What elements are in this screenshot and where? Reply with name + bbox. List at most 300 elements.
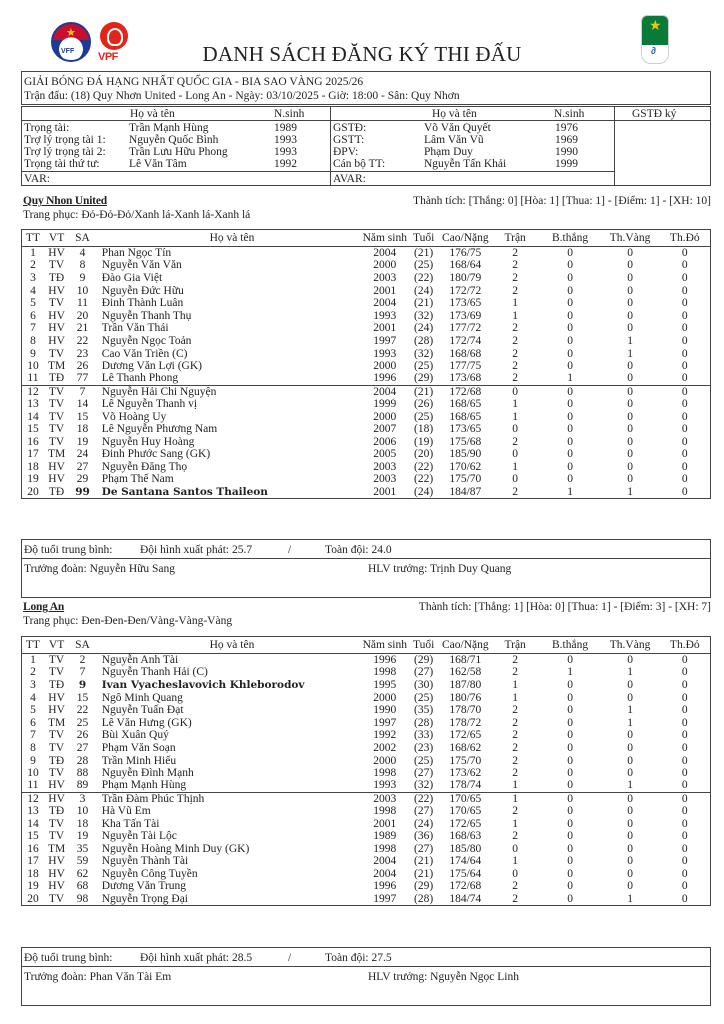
yellow-cards-cell: 0 [627,654,633,667]
age-cell: (21) [414,247,434,260]
shirt-number-cell: 68 [76,880,89,893]
age-cell: (32) [414,309,434,322]
matches-cell: 2 [512,435,519,448]
shirt-number-cell: 23 [76,347,89,360]
height-weight-cell: 172/65 [449,729,482,742]
official-role: Trọng tài thứ tư: [24,158,100,170]
age-cell: (23) [414,741,434,754]
height-weight-cell: 170/62 [449,460,482,473]
birth-year-cell: 1996 [373,654,397,667]
yellow-cards-cell: 1 [627,334,633,347]
red-cards-cell: 0 [681,754,688,767]
col-header-shirt: SA [69,637,95,654]
var-label: VAR: [24,173,50,185]
official-role: Trọng tài: [24,122,70,134]
goals-cell: 0 [567,804,573,817]
age-cell: (21) [414,297,434,310]
height-weight-cell: 175/68 [449,435,482,448]
shirt-number-cell: 24 [76,448,89,461]
shirt-number-cell: 19 [76,435,89,448]
officials-name-header: Họ và tên [130,108,175,120]
height-weight-cell: 168/65 [449,410,482,423]
number-cell: 15 [27,423,39,436]
shirt-number-cell: 19 [76,830,89,843]
player-name-cell: Nguyễn Đức Hữu [101,284,184,297]
competition-name: GIẢI BÓNG ĐÁ HẠNG NHẤT QUỐC GIA - BIA SAO VÀNG 2025/26 [24,76,364,88]
age-cell: (25) [414,259,434,272]
position-cell: TV [48,892,65,905]
red-cards-cell: 0 [681,666,688,679]
shirt-number-cell: 18 [76,423,89,436]
yellow-cards-cell: 1 [627,666,633,679]
position-cell: TV [48,397,65,410]
shirt-number-cell: 59 [76,855,89,868]
goals-cell: 0 [567,309,573,322]
matches-cell: 2 [512,666,519,679]
red-cards-cell: 0 [681,678,688,691]
yellow-cards-cell: 0 [627,767,633,780]
player-name-cell: Nguyễn Trọng Đại [101,892,188,905]
height-weight-cell: 168/64 [449,259,482,272]
player-name-cell: Cao Văn Triền (C) [101,347,188,360]
goals-cell: 0 [567,767,573,780]
birth-year-cell: 2006 [373,435,397,448]
number-cell: 4 [30,284,36,297]
position-cell: TM [47,360,66,373]
player-name-cell: Nguyễn Đình Mạnh [101,767,194,780]
official-name: Lâm Văn Vũ [424,134,484,146]
avg-age-lineup: Đội hình xuất phát: 25.7 [140,544,253,556]
player-row [22,410,711,423]
player-name-cell: Nguyễn Tài Lộc [101,830,177,843]
official-name: Phạm Duy [424,146,473,158]
player-row [22,461,711,474]
goals-cell: 0 [567,855,573,868]
red-cards-cell: 0 [681,830,688,843]
number-cell: 4 [30,691,36,704]
shirt-number-cell: 3 [69,792,95,805]
vff-logo-text: VFF [61,48,75,55]
number-cell: 5 [30,297,36,310]
avg-age-label: Độ tuổi trung bình: [24,952,113,964]
height-weight-cell: 168/63 [449,830,482,843]
age-cell: (32) [414,779,434,792]
shirt-number-cell: 8 [79,259,86,272]
official-year: 1993 [274,146,297,158]
red-cards-cell: 0 [681,372,688,385]
number-cell: 8 [30,334,36,347]
red-cards-cell: 0 [681,716,688,729]
height-weight-cell: 174/64 [449,855,482,868]
document-title: DANH SÁCH ĐĂNG KÝ THI ĐẤU [202,42,522,66]
number-cell: 19 [27,880,39,893]
red-cards-cell: 0 [681,247,688,260]
number-cell: 10 [27,360,39,373]
position-cell: TV [44,385,69,398]
official-role: Trợ lý trọng tài 2: [24,146,106,158]
yellow-cards-cell: 1 [627,347,633,360]
away-team-kit: Trang phục: Đen-Đen-Đen/Vàng-Vàng-Vàng [23,615,233,627]
position-cell: TĐ [48,485,65,498]
age-cell: (24) [414,284,434,297]
red-cards-cell: 0 [681,297,688,310]
height-weight-cell: 168/71 [449,654,482,667]
player-row [22,742,711,755]
position-cell: HV [48,691,65,704]
goals-cell: 0 [567,271,573,284]
age-cell: (22) [414,473,434,486]
age-cell: (32) [414,347,434,360]
player-row [22,272,711,285]
age-cell: (19) [414,435,434,448]
player-row [22,654,711,667]
shirt-number-cell: 15 [76,691,89,704]
player-row [22,691,711,704]
yellow-cards-cell: 0 [627,880,633,893]
player-name-cell: Nguyễn Thành Tài [101,855,189,868]
player-row [22,817,711,830]
matches-cell: 2 [512,322,519,335]
player-name-cell: Nguyễn Thanh Hải (C) [101,666,208,679]
col-header-name: Họ và tên [96,637,362,654]
officials-year-header-right: N.sinh [554,108,585,120]
player-row [22,335,711,348]
player-name-cell: Nguyễn Văn Văn [101,259,182,272]
yellow-cards-cell: 1 [627,485,633,498]
player-name-cell: Dương Văn Trung [101,880,187,893]
birth-year-cell: 2001 [373,817,397,830]
height-weight-cell: 177/72 [449,322,482,335]
yellow-cards-cell: 0 [627,460,633,473]
red-cards-cell: 0 [681,322,688,335]
shirt-number-cell: 9 [79,271,86,284]
position-cell: TV [48,435,65,448]
yellow-cards-cell: 0 [627,397,633,410]
player-name-cell: Lê Thanh Phong [101,372,179,385]
shirt-number-cell: 10 [76,284,89,297]
yellow-cards-cell: 0 [627,842,633,855]
officials-year-header: N.sinh [274,108,305,120]
number-cell: 11 [27,372,39,385]
age-cell: (21) [407,385,440,398]
age-cell: (27) [414,804,434,817]
position-cell: TV [48,767,65,780]
goals-cell: 0 [567,704,573,717]
height-weight-cell: 172/72 [449,284,482,297]
matches-cell: 2 [512,754,519,767]
yellow-cards-cell: 1 [627,716,633,729]
red-cards-cell: 0 [681,473,688,486]
birth-year-cell: 2003 [362,792,407,805]
height-weight-cell: 173/69 [449,309,482,322]
red-cards-cell: 0 [681,880,688,893]
age-cell: (18) [414,423,434,436]
player-row [22,805,711,818]
yellow-cards-cell: 0 [601,385,660,398]
height-weight-cell: 172/65 [449,817,482,830]
yellow-cards-cell: 1 [627,779,633,792]
away-age-summary [21,947,711,967]
birth-year-cell: 1997 [373,716,397,729]
position-cell: TV [48,410,65,423]
goals-cell: 0 [567,729,573,742]
number-cell: 9 [30,754,36,767]
matches-cell: 1 [512,779,519,792]
star-icon: ★ [66,27,76,39]
shirt-number-cell: 62 [76,867,89,880]
official-name: Nguyễn Quốc Bình [129,134,219,146]
official-year: 1969 [555,134,578,146]
player-row [22,830,711,843]
yellow-cards-cell: 0 [627,817,633,830]
player-row [22,893,711,906]
number-cell: 6 [30,309,36,322]
birth-year-cell: 2002 [373,741,397,754]
player-row [22,448,711,461]
height-weight-cell: 175/70 [449,754,482,767]
official-role: GSTĐ: [333,122,367,134]
matches-cell: 2 [512,704,519,717]
official-role: Cán bộ TT: [333,158,386,170]
player-row [22,486,711,499]
roster-header-row [22,637,711,654]
birth-year-cell: 1993 [373,347,397,360]
age-cell: (29) [414,654,434,667]
player-name-cell: Lê Nguyễn Thanh vị [101,397,198,410]
col-header-shirt: SA [69,230,95,247]
col-header-matches: Trận [491,637,540,654]
number-cell: 15 [27,830,39,843]
shirt-number-cell: 7 [79,666,86,679]
position-cell: HV [48,284,65,297]
age-cell: (27) [414,666,434,679]
avg-age-separator: / [288,544,292,556]
height-weight-cell: 187/80 [449,678,482,691]
yellow-cards-cell: 0 [627,448,633,461]
position-cell: HV [48,880,65,893]
matches-cell: 1 [512,691,519,704]
shirt-number-cell: 27 [76,460,89,473]
player-name-cell: Nguyễn Ngọc Toản [101,334,192,347]
number-cell: 1 [30,654,36,667]
number-cell: 18 [27,460,39,473]
yellow-cards-cell: 0 [627,691,633,704]
birth-year-cell: 2004 [373,297,397,310]
player-row [22,385,711,398]
matches-cell: 0 [512,448,519,461]
yellow-cards-cell: 0 [627,855,633,868]
age-cell: (24) [414,322,434,335]
col-header-goals: B.thắng [540,637,601,654]
birth-year-cell: 1989 [373,830,397,843]
age-cell: (21) [414,867,434,880]
home-roster-table [21,229,711,499]
position-cell: TV [48,741,65,754]
matches-cell: 0 [491,385,540,398]
number-cell: 14 [27,410,39,423]
number-cell: 14 [27,817,39,830]
player-row [22,347,711,360]
official-name: Võ Văn Quyết [424,122,491,134]
player-name-cell: Võ Hoàng Uy [101,410,167,423]
height-weight-cell: 173/65 [449,297,482,310]
age-cell: (28) [414,716,434,729]
shirt-number-cell: 7 [69,385,95,398]
home-team-record: Thành tích: [Thắng: 0] [Hòa: 1] [Thua: 1] - [Điểm: 1] - [XH: 10] [413,195,711,207]
goals-cell: 0 [567,741,573,754]
shirt-number-cell: 22 [76,704,89,717]
official-name: Nguyễn Tấn Khải [424,158,507,170]
player-row [22,360,711,373]
height-weight-cell: 178/72 [449,716,482,729]
player-name-cell: Ngô Minh Quang [101,691,183,704]
goals-cell: 1 [567,666,573,679]
shirt-number-cell: 22 [76,334,89,347]
age-cell: (36) [414,830,434,843]
height-weight-cell: 185/80 [449,842,482,855]
player-name-cell: Phạm Mạnh Hùng [101,779,187,792]
official-name: Trần Lưu Hữu Phong [129,146,228,158]
avg-age-separator: / [288,952,292,964]
goals-cell: 0 [567,297,573,310]
birth-year-cell: 1998 [373,767,397,780]
birth-year-cell: 2003 [373,460,397,473]
red-cards-cell: 0 [681,842,688,855]
matches-cell: 2 [512,485,519,498]
position-cell: TV [48,817,65,830]
matches-cell: 2 [512,247,519,260]
height-weight-cell: 172/68 [449,880,482,893]
red-cards-cell: 0 [681,284,688,297]
red-cards-cell: 0 [681,729,688,742]
birth-year-cell: 2004 [362,385,407,398]
height-weight-cell: 185/90 [449,448,482,461]
yellow-cards-cell: 0 [627,867,633,880]
yellow-cards-cell: 0 [627,830,633,843]
shirt-number-cell: 35 [76,842,89,855]
player-row [22,716,711,729]
official-name: Trần Mạnh Hùng [129,122,209,134]
birth-year-cell: 2000 [373,754,397,767]
shirt-number-cell: 9 [78,678,87,691]
player-row [22,423,711,436]
birth-year-cell: 2007 [373,423,397,436]
avg-age-lineup: Đội hình xuất phát: 28.5 [140,952,253,964]
player-row [22,473,711,486]
height-weight-cell: 176/75 [449,247,482,260]
position-cell: TĐ [48,271,65,284]
goals-cell: 0 [567,880,573,893]
goals-cell: 1 [567,485,573,498]
height-weight-cell: 175/70 [449,473,482,486]
yellow-cards-cell: 0 [627,435,633,448]
age-cell: (26) [414,397,434,410]
position-cell: TV [48,423,65,436]
col-header-age: Tuổi [407,637,440,654]
red-cards-cell: 0 [681,397,688,410]
birth-year-cell: 1996 [373,880,397,893]
official-role: Trợ lý trọng tài 1: [24,134,106,146]
goals-cell: 0 [567,678,573,691]
home-team-name: Quy Nhon United [23,195,107,207]
official-year: 1993 [274,134,297,146]
home-team-kit: Trang phục: Đỏ-Đỏ-Đỏ/Xanh lá-Xanh lá-Xanh lá [23,209,251,221]
matches-cell: 0 [512,473,519,486]
player-row [22,666,711,679]
shirt-number-cell: 77 [76,372,89,385]
yellow-cards-cell: 0 [627,729,633,742]
player-name-cell: Nguyễn Thanh Thụ [101,309,192,322]
player-name-cell: Nguyễn Anh Tài [101,654,179,667]
shirt-number-cell: 27 [76,741,89,754]
shirt-number-cell: 26 [76,729,89,742]
shirt-number-cell: 2 [79,654,86,667]
age-cell: (22) [414,271,434,284]
goals-cell: 0 [567,397,573,410]
matches-cell: 2 [512,830,519,843]
col-header-matches: Trận [491,230,540,247]
matches-cell: 2 [512,741,519,754]
goals-cell: 0 [567,867,573,880]
red-cards-cell: 0 [681,271,688,284]
yellow-cards-cell: 0 [627,247,633,260]
yellow-cards-cell: 0 [627,804,633,817]
vpf-logo-text: VPF [98,51,118,63]
player-name-cell: Nguyễn Hoàng Minh Duy (GK) [101,842,250,855]
position-cell: HV [48,473,65,486]
col-header-yellow: Th.Vàng [601,230,660,247]
number-cell: 6 [30,716,36,729]
swoosh-icon: ∂ [651,46,656,57]
matches-cell: 2 [512,372,519,385]
goals-cell: 0 [540,385,601,398]
height-weight-cell: 172/68 [440,385,491,398]
col-header-height-weight: Cao/Nặng [440,230,491,247]
matches-cell: 2 [512,334,519,347]
official-year: 1992 [274,158,297,170]
number-cell: 17 [27,448,39,461]
red-cards-cell: 0 [681,855,688,868]
player-row [22,284,711,297]
birth-year-cell: 2003 [373,271,397,284]
player-name-cell: Phạm Thế Nam [101,473,174,486]
height-weight-cell: 184/87 [449,485,482,498]
player-row [22,679,711,692]
goals-cell: 0 [567,435,573,448]
position-cell: HV [48,247,65,260]
position-cell: HV [48,460,65,473]
age-cell: (28) [414,334,434,347]
player-row [22,297,711,310]
number-cell: 20 [27,892,39,905]
red-cards-cell: 0 [681,485,688,498]
age-cell: (25) [414,691,434,704]
matches-cell: 2 [512,360,519,373]
yellow-cards-cell: 1 [627,892,633,905]
birth-year-cell: 1996 [373,372,397,385]
birth-year-cell: 1997 [373,334,397,347]
away-team-name: Long An [23,601,65,613]
age-cell: (30) [414,678,434,691]
height-weight-cell: 168/62 [449,741,482,754]
number-cell: 10 [27,767,39,780]
position-cell: TV [48,259,65,272]
birth-year-cell: 2005 [373,448,397,461]
yellow-cards-cell: 0 [627,360,633,373]
height-weight-cell: 173/62 [449,767,482,780]
birth-year-cell: 1995 [373,678,397,691]
matches-cell: 1 [512,817,519,830]
